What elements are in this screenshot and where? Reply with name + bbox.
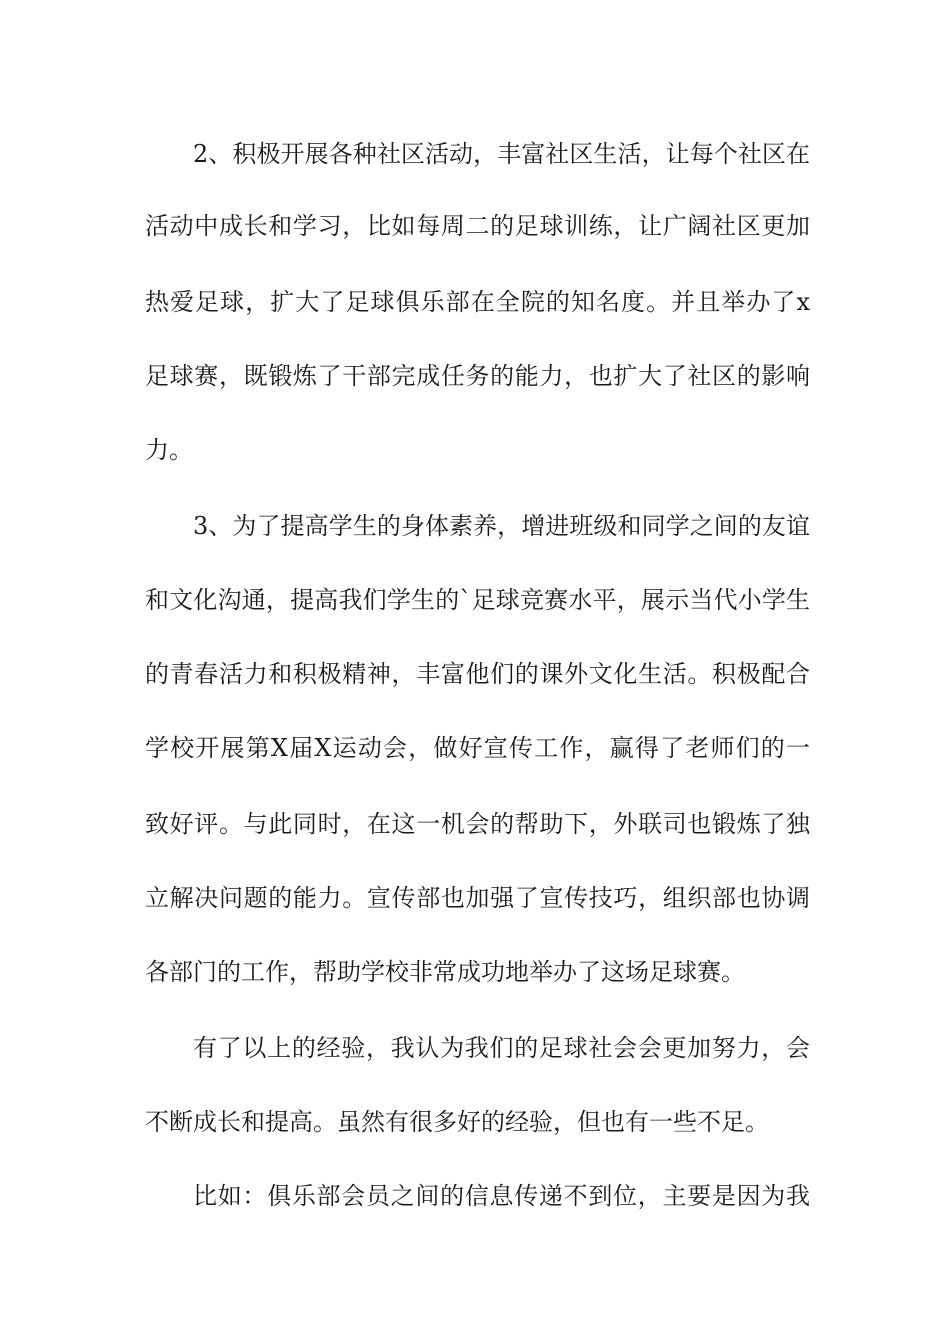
paragraph-5-line-1: 比如：俱乐部会员之间的信息传递不到位，主要是因为我 — [193, 1182, 810, 1210]
paragraph-4-line-2: 不断成长和提高。虽然有很多好的经验，但也有一些不足。 — [145, 1108, 769, 1136]
paragraph-3-line-6: 立解决问题的能力。宣传部也加强了宣传技巧，组织部也协调 — [145, 884, 810, 912]
paragraph-3-line-4: 学校开展第X届X运动会，做好宣传工作，赢得了老师们的一 — [145, 734, 810, 762]
paragraph-3-line-3: 的青春活力和积极精神，丰富他们的课外文化生活。积极配合 — [145, 660, 810, 688]
paragraph-3-line-1: 3、为了提高学生的身体素养，增进班级和同学之间的友谊 — [193, 512, 810, 540]
paragraph-3-line-2: 和文化沟通，提高我们学生的`足球竞赛水平，展示当代小学生 — [145, 586, 810, 614]
paragraph-2-line-2: 活动中成长和学习，比如每周二的足球训练，让广阔社区更加 — [145, 212, 810, 240]
paragraph-2-line-1: 2、积极开展各种社区活动，丰富社区生活，让每个社区在 — [193, 140, 810, 168]
paragraph-3-line-7: 各部门的工作，帮助学校非常成功地举办了这场足球赛。 — [145, 958, 745, 986]
paragraph-2-line-4: 足球赛，既锻炼了干部完成任务的能力，也扩大了社区的影响 — [145, 362, 810, 390]
paragraph-2-line-3: 热爱足球，扩大了足球俱乐部在全院的知名度。并且举办了x — [145, 288, 810, 316]
paragraph-3-line-5: 致好评。与此同时，在这一机会的帮助下，外联司也锻炼了独 — [145, 810, 810, 838]
paragraph-4-line-1: 有了以上的经验，我认为我们的足球社会会更加努力，会 — [193, 1034, 810, 1062]
paragraph-2-line-5: 力。 — [145, 436, 193, 464]
